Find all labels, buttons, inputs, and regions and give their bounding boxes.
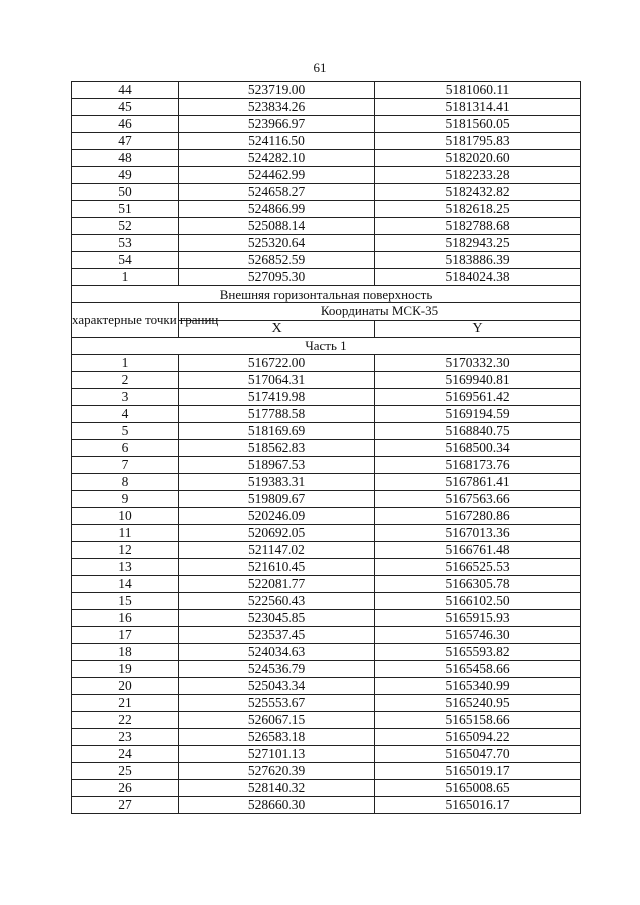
point-number-cell: 7: [72, 456, 179, 473]
x-coordinate-cell: 526583.18: [179, 728, 375, 745]
y-coordinate-cell: 5167280.86: [375, 507, 581, 524]
y-coordinate-cell: 5181060.11: [375, 82, 581, 99]
table-row: [72, 405, 581, 422]
part-a-body: [72, 82, 581, 286]
x-coordinate-cell: 518967.53: [179, 456, 375, 473]
y-coordinate-cell: 5181314.41: [375, 99, 581, 116]
y-coordinate-cell: 5182618.25: [375, 201, 581, 218]
point-number-cell: 26: [72, 779, 179, 796]
x-coordinate-cell: 524658.27: [179, 184, 375, 201]
point-number-cell: 18: [72, 643, 179, 660]
x-coordinate-cell: 516722.00: [179, 354, 375, 371]
x-coordinate-cell: 524034.63: [179, 643, 375, 660]
y-coordinate-cell: 5183886.39: [375, 252, 581, 269]
y-coordinate-cell: 5166525.53: [375, 558, 581, 575]
y-coordinate-cell: 5182943.25: [375, 235, 581, 252]
point-number-cell: 14: [72, 575, 179, 592]
table-row: [72, 371, 581, 388]
y-coordinate-cell: 5166761.48: [375, 541, 581, 558]
table-row: [72, 99, 581, 116]
y-coordinate-cell: 5182233.28: [375, 167, 581, 184]
table-row: [72, 558, 581, 575]
point-number-cell: 27: [72, 796, 179, 813]
y-coordinate-cell: 5166102.50: [375, 592, 581, 609]
y-coordinate-cell: 5182432.82: [375, 184, 581, 201]
x-coordinate-cell: 524462.99: [179, 167, 375, 184]
table-row: [72, 422, 581, 439]
x-coordinate-cell: 525043.34: [179, 677, 375, 694]
table-row: [72, 609, 581, 626]
table-row: [72, 575, 581, 592]
x-coordinate-cell: 517788.58: [179, 405, 375, 422]
coordinates-table: [71, 81, 581, 814]
point-number-cell: 2: [72, 371, 179, 388]
point-number-cell: 23: [72, 728, 179, 745]
x-coordinate-cell: 522560.43: [179, 592, 375, 609]
table-row: [72, 541, 581, 558]
x-coordinate-cell: 520692.05: [179, 524, 375, 541]
y-coordinate-cell: 5165593.82: [375, 643, 581, 660]
table-row: [72, 354, 581, 371]
table-row: [72, 116, 581, 133]
y-coordinate-cell: 5165915.93: [375, 609, 581, 626]
table-row: [72, 779, 581, 796]
y-coordinate-cell: 5167563.66: [375, 490, 581, 507]
coordinates-header: Координаты МСК-35: [179, 303, 581, 321]
part-label: Часть 1: [72, 337, 581, 354]
point-number-cell: 45: [72, 99, 179, 116]
y-coordinate-cell: 5170332.30: [375, 354, 581, 371]
y-coordinate-cell: 5165094.22: [375, 728, 581, 745]
x-coordinate-cell: 527620.39: [179, 762, 375, 779]
x-coordinate-cell: 524536.79: [179, 660, 375, 677]
table-row: [72, 728, 581, 745]
y-coordinate-cell: 5182020.60: [375, 150, 581, 167]
y-coordinate-cell: 5181560.05: [375, 116, 581, 133]
y-coordinate-cell: 5182788.68: [375, 218, 581, 235]
point-number-cell: 48: [72, 150, 179, 167]
part-label-row: [72, 337, 581, 354]
y-coordinate-cell: 5165158.66: [375, 711, 581, 728]
table-row: [72, 762, 581, 779]
table-row: [72, 269, 581, 286]
y-coordinate-cell: 5165016.17: [375, 796, 581, 813]
x-coordinate-cell: 527101.13: [179, 745, 375, 762]
table-row: [72, 592, 581, 609]
x-coordinate-cell: 519383.31: [179, 473, 375, 490]
x-coordinate-cell: 525553.67: [179, 694, 375, 711]
x-coordinate-cell: 523834.26: [179, 99, 375, 116]
x-coordinate-cell: 524282.10: [179, 150, 375, 167]
x-coordinate-cell: 521610.45: [179, 558, 375, 575]
point-number-cell: 10: [72, 507, 179, 524]
table-row: [72, 745, 581, 762]
x-coordinate-cell: 517064.31: [179, 371, 375, 388]
point-number-cell: 5: [72, 422, 179, 439]
point-number-cell: 9: [72, 490, 179, 507]
x-coordinate-cell: 523045.85: [179, 609, 375, 626]
table-row: [72, 201, 581, 218]
table-row: [72, 388, 581, 405]
x-coordinate-cell: 521147.02: [179, 541, 375, 558]
x-coordinate-cell: 526067.15: [179, 711, 375, 728]
point-number-cell: 22: [72, 711, 179, 728]
section-title: Внешняя горизонтальная поверхность: [72, 286, 581, 303]
point-number-cell: 16: [72, 609, 179, 626]
x-coordinate-cell: 518169.69: [179, 422, 375, 439]
y-coordinate-cell: 5165008.65: [375, 779, 581, 796]
page-number: 61: [313, 60, 327, 75]
table-row: [72, 235, 581, 252]
y-coordinate-cell: 5169194.59: [375, 405, 581, 422]
x-coordinate-cell: 523537.45: [179, 626, 375, 643]
y-coordinate-cell: 5165746.30: [375, 626, 581, 643]
point-number-cell: 44: [72, 82, 179, 99]
y-coordinate-cell: 5169940.81: [375, 371, 581, 388]
point-number-cell: 19: [72, 660, 179, 677]
table-row: [72, 677, 581, 694]
table-row: [72, 167, 581, 184]
table-row: [72, 626, 581, 643]
y-coordinate-cell: 5168840.75: [375, 422, 581, 439]
point-number-cell: 47: [72, 133, 179, 150]
x-column-header: X: [179, 320, 375, 337]
points-column-header: характерные точки границ: [72, 303, 179, 338]
y-column-header: Y: [375, 320, 581, 337]
table-row: [72, 507, 581, 524]
x-coordinate-cell: 525320.64: [179, 235, 375, 252]
table-row: [72, 184, 581, 201]
x-coordinate-cell: 519809.67: [179, 490, 375, 507]
point-number-cell: 1: [72, 354, 179, 371]
point-number-cell: 53: [72, 235, 179, 252]
y-coordinate-cell: 5168173.76: [375, 456, 581, 473]
header-row: [72, 303, 581, 321]
x-coordinate-cell: 517419.98: [179, 388, 375, 405]
table-row: [72, 133, 581, 150]
point-number-cell: 3: [72, 388, 179, 405]
point-number-cell: 6: [72, 439, 179, 456]
point-number-cell: 8: [72, 473, 179, 490]
point-number-cell: 17: [72, 626, 179, 643]
point-number-cell: 51: [72, 201, 179, 218]
x-coordinate-cell: 527095.30: [179, 269, 375, 286]
x-coordinate-cell: 525088.14: [179, 218, 375, 235]
y-coordinate-cell: 5181795.83: [375, 133, 581, 150]
point-number-cell: 50: [72, 184, 179, 201]
x-coordinate-cell: 528140.32: [179, 779, 375, 796]
point-number-cell: 46: [72, 116, 179, 133]
table-row: [72, 490, 581, 507]
table-row: [72, 796, 581, 813]
table-row: [72, 660, 581, 677]
header-body: [72, 286, 581, 355]
y-coordinate-cell: 5167013.36: [375, 524, 581, 541]
table-row: [72, 711, 581, 728]
table-row: [72, 694, 581, 711]
y-coordinate-cell: 5165458.66: [375, 660, 581, 677]
point-number-cell: 20: [72, 677, 179, 694]
y-coordinate-cell: 5168500.34: [375, 439, 581, 456]
table-row: [72, 439, 581, 456]
point-number-cell: 25: [72, 762, 179, 779]
y-coordinate-cell: 5165240.95: [375, 694, 581, 711]
x-coordinate-cell: 523719.00: [179, 82, 375, 99]
point-number-cell: 52: [72, 218, 179, 235]
table-row: [72, 150, 581, 167]
table-row: [72, 643, 581, 660]
y-coordinate-cell: 5165340.99: [375, 677, 581, 694]
point-number-cell: 15: [72, 592, 179, 609]
x-coordinate-cell: 528660.30: [179, 796, 375, 813]
table-row: [72, 82, 581, 99]
point-number-cell: 13: [72, 558, 179, 575]
y-coordinate-cell: 5169561.42: [375, 388, 581, 405]
point-number-cell: 4: [72, 405, 179, 422]
point-number-cell: 21: [72, 694, 179, 711]
x-coordinate-cell: 524116.50: [179, 133, 375, 150]
x-coordinate-cell: 518562.83: [179, 439, 375, 456]
y-coordinate-cell: 5166305.78: [375, 575, 581, 592]
table-row: [72, 252, 581, 269]
point-number-cell: 1: [72, 269, 179, 286]
y-coordinate-cell: 5165047.70: [375, 745, 581, 762]
table-row: [72, 473, 581, 490]
section-title-row: [72, 286, 581, 303]
y-coordinate-cell: 5167861.41: [375, 473, 581, 490]
point-number-cell: 24: [72, 745, 179, 762]
table-row: [72, 524, 581, 541]
x-coordinate-cell: 522081.77: [179, 575, 375, 592]
point-number-cell: 54: [72, 252, 179, 269]
x-coordinate-cell: 526852.59: [179, 252, 375, 269]
point-number-cell: 12: [72, 541, 179, 558]
part-b-body: [72, 354, 581, 813]
x-coordinate-cell: 524866.99: [179, 201, 375, 218]
table-row: [72, 456, 581, 473]
y-coordinate-cell: 5184024.38: [375, 269, 581, 286]
y-coordinate-cell: 5165019.17: [375, 762, 581, 779]
x-coordinate-cell: 523966.97: [179, 116, 375, 133]
point-number-cell: 11: [72, 524, 179, 541]
x-coordinate-cell: 520246.09: [179, 507, 375, 524]
point-number-cell: 49: [72, 167, 179, 184]
table-row: [72, 218, 581, 235]
